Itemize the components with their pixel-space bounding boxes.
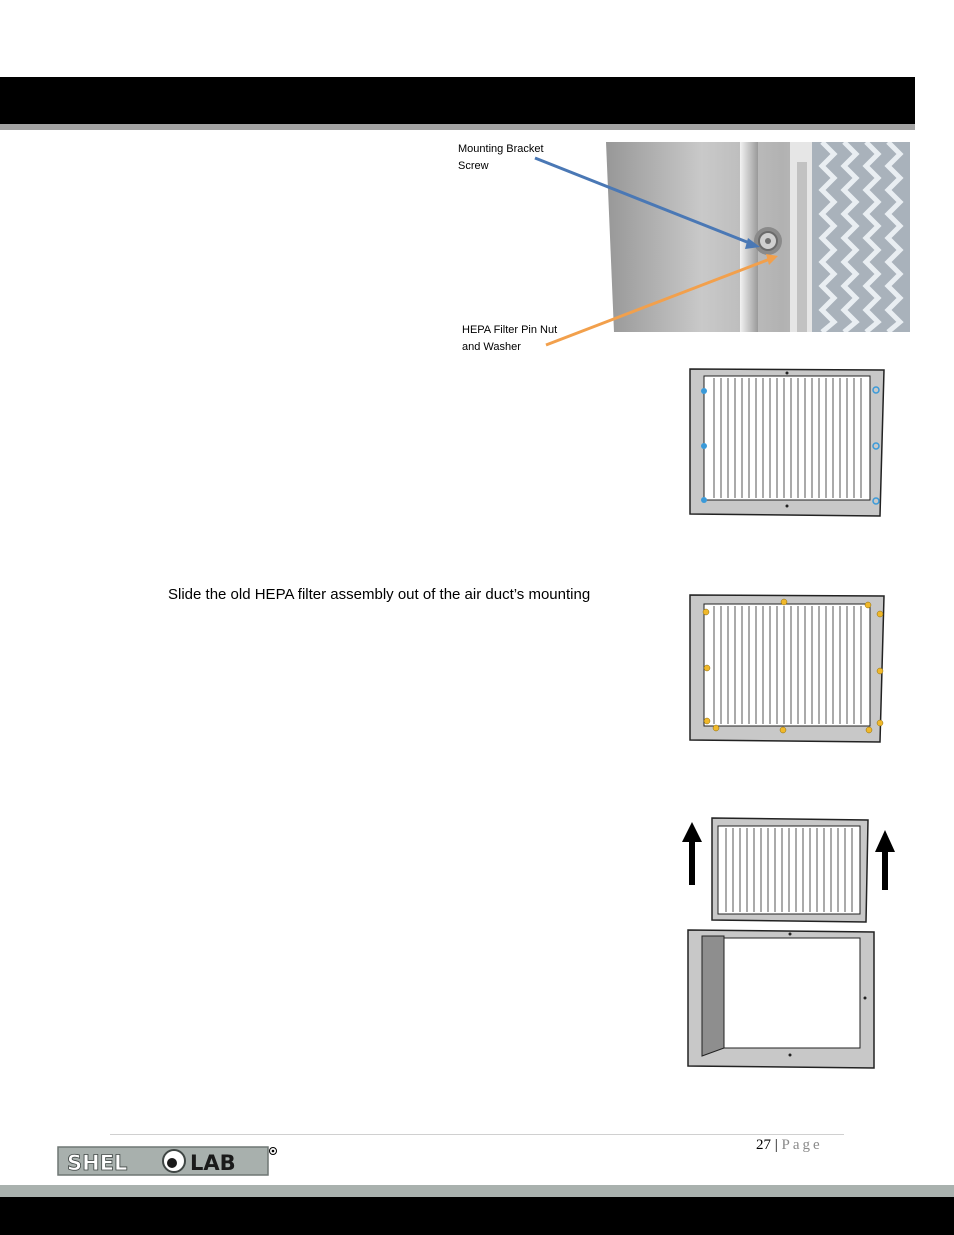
orange-callout-arrow xyxy=(546,259,770,345)
page-separator: | xyxy=(774,1137,778,1153)
shellab-logo xyxy=(57,1145,279,1177)
callout-mounting-bracket-screw: Mounting Bracket Screw xyxy=(458,143,544,172)
footer-rule xyxy=(110,1134,844,1135)
callout-arrows xyxy=(0,0,954,400)
filter-removal-diagram xyxy=(680,812,900,1074)
footer-bar xyxy=(0,1197,954,1235)
footer-strip xyxy=(0,1185,954,1197)
page-word: Page xyxy=(781,1137,823,1153)
callout-hepa-pin-nut: HEPA Filter Pin Nut and Washer xyxy=(462,324,558,353)
blue-callout-arrow xyxy=(535,158,752,244)
step-instruction: Slide the old HEPA filter assembly out of the air duct’s mounting xyxy=(168,586,591,603)
up-arrow-right-icon xyxy=(875,830,895,890)
page-number-label xyxy=(756,1137,823,1154)
filter-diagram-yellow-screws xyxy=(688,590,886,744)
up-arrow-left-icon xyxy=(682,822,702,885)
filter-diagram-blue-screws xyxy=(688,364,886,518)
svg-text:LAB: LAB xyxy=(190,1151,236,1175)
svg-text:SHEL: SHEL xyxy=(67,1151,128,1175)
page-number: 27 xyxy=(756,1137,771,1153)
